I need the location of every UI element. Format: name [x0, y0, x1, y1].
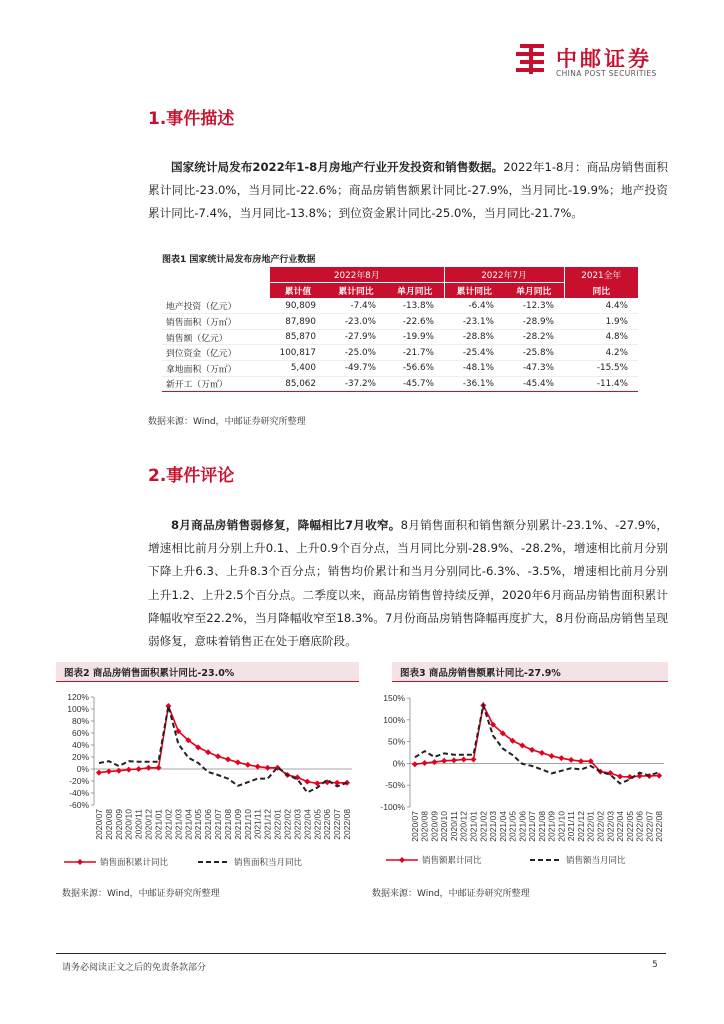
x-tick-label: 2021/01	[153, 809, 164, 840]
section-title-event-comment: 2.事件评论	[148, 466, 235, 486]
figure2-source: 数据来源：Wind，中邮证券研究所整理	[62, 889, 220, 899]
x-tick-label: 2021/03	[488, 811, 499, 842]
data-point	[96, 770, 102, 776]
cell: -19.9%	[386, 329, 444, 345]
cell: -7.4%	[326, 298, 386, 314]
cell: 4.4%	[564, 298, 638, 314]
x-tick-label: 2020/07	[409, 811, 420, 842]
cell: -28.8%	[444, 329, 504, 345]
cell: -48.1%	[444, 361, 504, 377]
y-tick-label: -50%	[385, 780, 405, 791]
y-tick-label: -100%	[380, 802, 405, 812]
x-tick-label: 2021/01	[468, 811, 479, 842]
cell: -28.2%	[504, 329, 564, 345]
x-tick-label: 2022/07	[332, 809, 343, 840]
data-point	[539, 750, 545, 756]
section2-lead: 8月商品房销售弱修复，降幅相比7月收窄。	[171, 518, 401, 532]
x-tick-label: 2021/05	[193, 809, 204, 840]
x-tick-label: 2021/09	[546, 811, 557, 842]
x-tick-label: 2021/05	[507, 811, 518, 842]
cell: -45.7%	[386, 376, 444, 392]
x-tick-label: 2022/07	[644, 811, 655, 842]
x-tick-label: 2021/12	[575, 811, 586, 842]
brand-logo	[514, 42, 684, 82]
data-point	[617, 773, 623, 779]
x-tick-label: 2022/04	[615, 811, 626, 842]
cell: -25.8%	[504, 345, 564, 361]
cell: -6.4%	[444, 298, 504, 314]
cell: 4.8%	[564, 329, 638, 345]
table-row	[162, 298, 638, 314]
x-tick-label: 2021/07	[213, 809, 224, 840]
figure3-source: 数据来源：Wind，中邮证券研究所整理	[372, 889, 530, 899]
cell: 100,817	[270, 345, 326, 361]
data-point	[136, 766, 142, 772]
sub-header: 同比	[564, 283, 638, 299]
x-tick-label: 2021/06	[203, 809, 214, 840]
x-tick-label: 2021/11	[252, 809, 263, 840]
row-label: 到位资金（亿元）	[162, 345, 270, 361]
cell: -56.6%	[386, 361, 444, 377]
row-label: 新开工（万㎡）	[162, 376, 270, 392]
sub-header: 单月同比	[504, 283, 564, 299]
y-tick-label: 100%	[383, 714, 405, 725]
page-number: 5	[652, 960, 658, 970]
data-point	[225, 756, 231, 762]
series-line	[99, 706, 347, 792]
table-corner	[162, 267, 270, 283]
data-point	[126, 767, 132, 773]
x-tick-label: 2020/12	[143, 809, 154, 840]
table-row	[162, 361, 638, 377]
cell: -11.4%	[564, 376, 638, 392]
x-tick-label: 2020/09	[429, 811, 440, 842]
y-tick-label: -40%	[69, 788, 89, 798]
x-tick-label: 2022/08	[342, 809, 353, 840]
data-point	[431, 759, 437, 765]
x-tick-label: 2021/04	[183, 809, 194, 840]
x-tick-label: 2021/04	[497, 811, 508, 842]
figure2-caption: 图表2 商品房销售面积累计同比-23.0%	[56, 662, 359, 682]
data-point	[422, 760, 428, 766]
table-row	[162, 314, 638, 330]
data-point	[471, 756, 477, 762]
cell: -28.9%	[504, 314, 564, 330]
series-line	[415, 705, 659, 777]
cell: -21.7%	[386, 345, 444, 361]
section2-paragraph	[148, 514, 668, 653]
cell: -15.5%	[564, 361, 638, 377]
x-tick-label: 2022/04	[302, 809, 313, 840]
section1-lead: 国家统计局发布2022年1-8月房地产行业开发投资和销售数据。	[171, 160, 504, 174]
y-tick-label: 40%	[71, 740, 89, 750]
group-header-2021: 2021全年	[564, 267, 638, 283]
x-tick-label: 2021/06	[517, 811, 528, 842]
sub-header: 累计值	[270, 283, 326, 299]
brand-name-cn: 中邮证券	[556, 47, 652, 71]
y-tick-label: 150%	[383, 693, 405, 703]
cell: -37.2%	[326, 376, 386, 392]
x-tick-label: 2020/11	[133, 809, 144, 840]
cell: -23.1%	[444, 314, 504, 330]
brand-name-en: CHINA POST SECURITIES	[556, 69, 657, 78]
x-tick-label: 2022/03	[292, 809, 303, 840]
china-post-logo-icon	[514, 42, 548, 76]
cell: -23.0%	[326, 314, 386, 330]
x-tick-label: 2022/03	[605, 811, 616, 842]
x-tick-label: 2021/07	[527, 811, 538, 842]
data-point	[441, 758, 447, 764]
data-point	[412, 761, 418, 767]
y-tick-label: 60%	[71, 728, 89, 738]
x-tick-label: 2020/12	[458, 811, 469, 842]
cell: -27.9%	[326, 329, 386, 345]
x-tick-label: 2021/12	[262, 809, 273, 840]
y-tick-label: 80%	[71, 716, 89, 726]
x-tick-label: 2020/09	[113, 809, 124, 840]
series-line	[415, 705, 659, 783]
cell: 85,062	[270, 376, 326, 392]
legend-label: 销售额累计同比	[422, 855, 482, 865]
x-tick-label: 2021/11	[566, 811, 577, 842]
x-tick-label: 2022/05	[624, 811, 635, 842]
section2-body: 8月销售面积和销售额分别累计-23.1%、-27.9%，增速相比前月分别上升0.1、上升0.9个百分点，当月同比分别-28.9%、-28.2%，增速相比前月分别下降上升6.3、上升8.3个百分点；销售均价累计和当月分别同比-6.3%、-3.5%，增速相比前月分别上升1.2、上升2.5个百分点。二季度以来，商品房销售曾持续反弹，2020年6月商品房销售面积累计降幅收窄至22.2%，当月降幅收窄至18.3%。7月份商品房销售降幅再度扩大，8月份商品房销售呈现弱修复，意味着销售正在处于磨底阶段。	[148, 518, 669, 649]
figure3-caption: 图表3 商品房销售额累计同比-27.9%	[392, 662, 668, 682]
footer-divider	[56, 953, 666, 954]
x-tick-label: 2021/08	[222, 809, 233, 840]
sub-header: 单月同比	[386, 283, 444, 299]
x-tick-label: 2021/03	[173, 809, 184, 840]
cell: -49.7%	[326, 361, 386, 377]
table-caption: 图表1 国家统计局发布房地产行业数据	[162, 255, 316, 265]
data-point	[519, 743, 525, 749]
row-label: 拿地面积（万㎡）	[162, 361, 270, 377]
legend-marker	[399, 857, 405, 863]
table-row	[162, 329, 638, 345]
cell: 1.9%	[564, 314, 638, 330]
cell: 5,400	[270, 361, 326, 377]
footer-disclaimer: 请务必阅读正文之后的免责条款部分	[62, 963, 207, 973]
cell: -12.3%	[504, 298, 564, 314]
section1-paragraph	[148, 156, 668, 226]
data-point	[451, 757, 457, 763]
chart-sales-value-yoy	[372, 686, 668, 872]
y-tick-label: 20%	[71, 752, 89, 762]
x-tick-label: 2022/06	[634, 811, 645, 842]
x-tick-label: 2022/02	[282, 809, 293, 840]
cell: -25.0%	[326, 345, 386, 361]
data-point	[156, 765, 162, 771]
chart-sales-area-yoy	[56, 686, 359, 872]
sub-header: 累计同比	[326, 283, 386, 299]
data-point	[146, 765, 152, 771]
y-tick-label: 120%	[67, 692, 89, 702]
data-point	[529, 747, 535, 753]
y-tick-label: 50%	[387, 736, 405, 747]
cell: -36.1%	[444, 376, 504, 392]
data-point	[265, 765, 271, 771]
y-tick-label: 100%	[67, 704, 89, 714]
data-point	[461, 756, 467, 762]
data-point	[205, 749, 211, 755]
data-point	[245, 762, 251, 768]
real-estate-data-table	[162, 267, 638, 392]
x-tick-label: 2021/02	[163, 809, 174, 840]
section1-body: 2022年1-8月：商品房销售面积累计同比-23.0%，当月同比-22.6%；商品房销售额累计同比-27.9%，当月同比-19.9%；地产投资累计同比-7.4%，当月同比-13.8%；到位资金累计同比-25.0%，当月同比-21.7%。	[148, 160, 669, 221]
legend-label: 销售面积累计同比	[100, 857, 169, 867]
cell: 85,870	[270, 329, 326, 345]
cell: -45.4%	[504, 376, 564, 392]
cell: 90,809	[270, 298, 326, 314]
cell: -47.3%	[504, 361, 564, 377]
x-tick-label: 2021/10	[242, 809, 253, 840]
data-point	[568, 757, 574, 763]
data-point	[235, 759, 241, 765]
y-tick-label: 0%	[76, 764, 89, 774]
group-header-jul: 2022年7月	[444, 267, 564, 283]
table-row	[162, 345, 638, 361]
row-label: 地产投资（亿元）	[162, 298, 270, 314]
data-point	[304, 779, 310, 785]
group-header-aug: 2022年8月	[270, 267, 444, 283]
table-source: 数据来源：Wind，中邮证券研究所整理	[148, 417, 306, 427]
data-point	[549, 753, 555, 759]
table-corner-2	[162, 283, 270, 299]
row-label: 销售额（亿元）	[162, 329, 270, 345]
legend-label: 销售面积当月同比	[234, 857, 303, 867]
x-tick-label: 2022/02	[595, 811, 606, 842]
data-point	[215, 753, 221, 759]
x-tick-label: 2021/02	[478, 811, 489, 842]
x-tick-label: 2021/10	[556, 811, 567, 842]
cell: 4.2%	[564, 345, 638, 361]
x-tick-label: 2021/08	[536, 811, 547, 842]
table-row	[162, 376, 638, 392]
x-tick-label: 2020/10	[123, 809, 134, 840]
sub-header: 累计同比	[444, 283, 504, 299]
legend-label: 销售额当月同比	[566, 855, 626, 865]
row-label: 销售面积（万㎡）	[162, 314, 270, 330]
legend-marker	[77, 859, 83, 865]
x-tick-label: 2022/01	[272, 809, 283, 840]
x-tick-label: 2020/08	[103, 809, 114, 840]
series-line	[99, 706, 347, 783]
x-tick-label: 2022/08	[654, 811, 665, 842]
x-tick-label: 2021/09	[232, 809, 243, 840]
x-tick-label: 2020/07	[93, 809, 104, 840]
y-tick-label: -60%	[69, 800, 89, 810]
y-tick-label: -20%	[69, 776, 89, 786]
x-tick-label: 2020/08	[419, 811, 430, 842]
x-tick-label: 2020/11	[448, 811, 459, 842]
x-tick-label: 2022/06	[322, 809, 333, 840]
y-tick-label: 0%	[392, 758, 405, 769]
cell: 87,890	[270, 314, 326, 330]
x-tick-label: 2022/05	[312, 809, 323, 840]
cell: -25.4%	[444, 345, 504, 361]
cell: -22.6%	[386, 314, 444, 330]
cell: -13.8%	[386, 298, 444, 314]
section-title-event-description: 1.事件描述	[148, 109, 235, 129]
data-point	[558, 755, 564, 761]
x-tick-label: 2022/01	[585, 811, 596, 842]
x-tick-label: 2020/10	[439, 811, 450, 842]
